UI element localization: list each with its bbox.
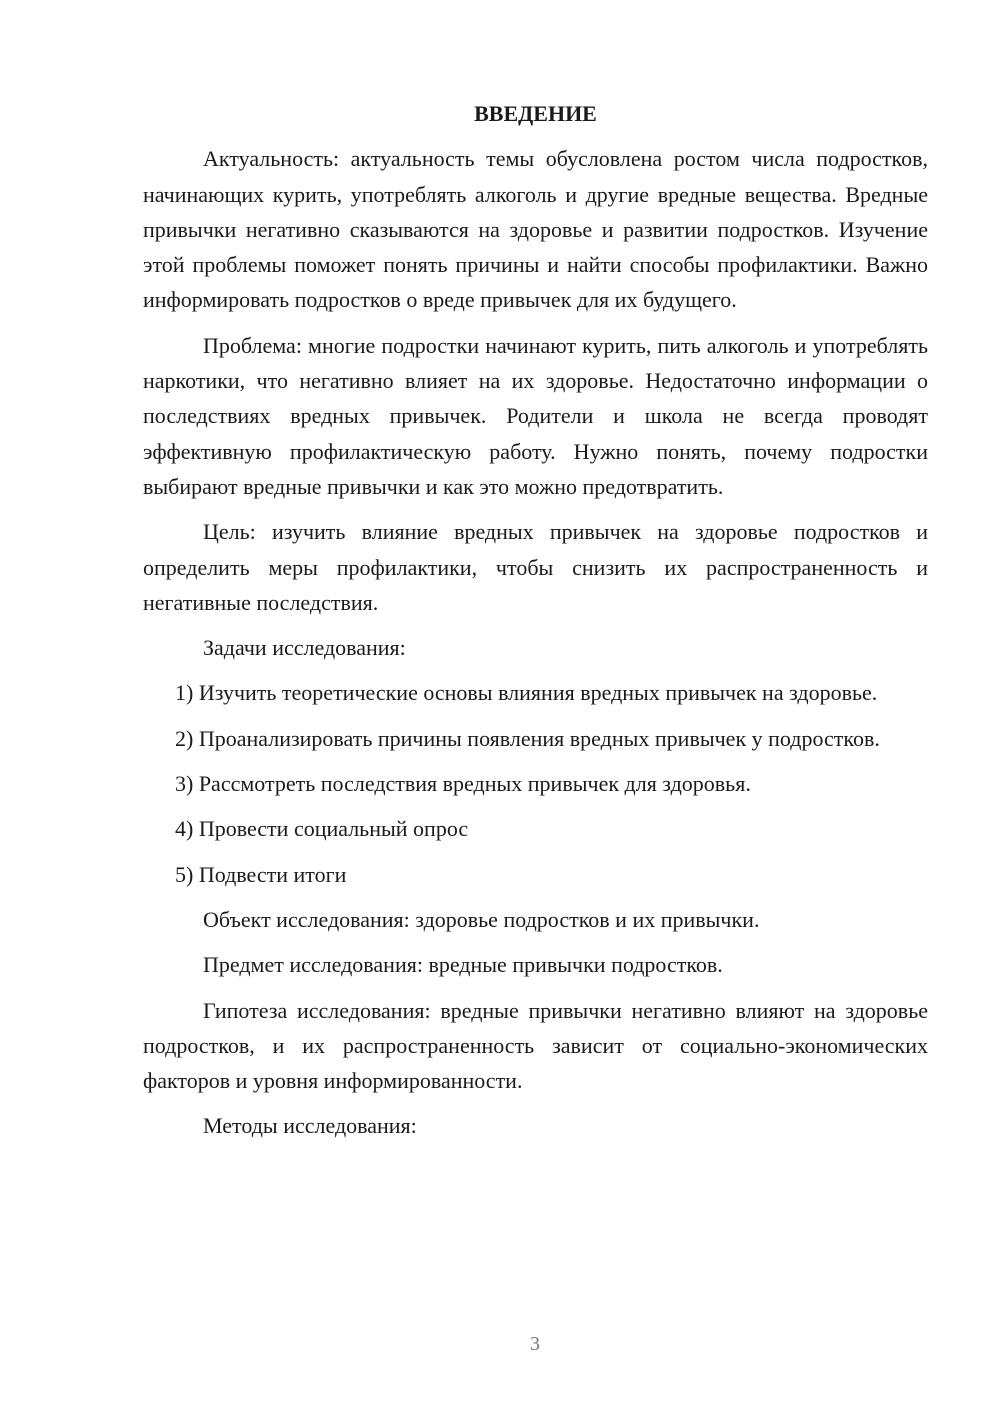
- document-page: [143, 96, 928, 1154]
- task-item-3: 3) Рассмотреть последствия вредных привычек для здоровья.: [175, 771, 751, 797]
- tasks-heading: Задачи исследования:: [203, 635, 406, 661]
- methods-heading: Методы исследования:: [203, 1113, 417, 1139]
- goal-paragraph: Цель: изучить влияние вредных привычек на здоровье подростков и определить меры профилактики, чтобы снизить их распространенность и негативные последствия.: [143, 519, 928, 615]
- task-item-2: 2) Проанализировать причины появления вредных привычек у подростков.: [175, 725, 880, 751]
- section-title: ВВЕДЕНИЕ: [474, 101, 597, 126]
- relevance-paragraph: Актуальность: актуальность темы обусловлена ростом числа подростков, начинающих курить, употреблять алкоголь и другие вредные вещества. Вредные привычки негативно сказываются на здоровье и развитии подростков. Изучение этой проблемы поможет понять причины и найти способы профилактики. Важно информировать подростков о вреде привычек для их будущего.: [143, 146, 928, 313]
- hypothesis-paragraph: Гипотеза исследования: вредные привычки негативно влияют на здоровье подростков, и их распространенность зависит от социально-экономических факторов и уровня информированности.: [143, 997, 928, 1094]
- task-item-1: 1) Изучить теоретические основы влияния вредных привычек на здоровье.: [175, 680, 878, 706]
- page-number: 3: [530, 1333, 540, 1355]
- object-paragraph: Объект исследования: здоровье подростков и их привычки.: [203, 906, 760, 932]
- task-item-4: 4) Провести социальный опрос: [175, 816, 469, 842]
- subject-paragraph: Предмет исследования: вредные привычки подростков.: [203, 952, 723, 978]
- problem-paragraph: Проблема: многие подростки начинают курить, пить алкоголь и употреблять наркотики, что негативно влияет на их здоровье. Недостаточно информации о последствиях вредных привычек. Родители и школа не всегда проводят эффективную профилактическую работу. Нужно понять, почему подростки выбирают вредные привычки и как это можно предотвратить.: [143, 332, 928, 499]
- task-item-5: 5) Подвести итоги: [175, 861, 347, 887]
